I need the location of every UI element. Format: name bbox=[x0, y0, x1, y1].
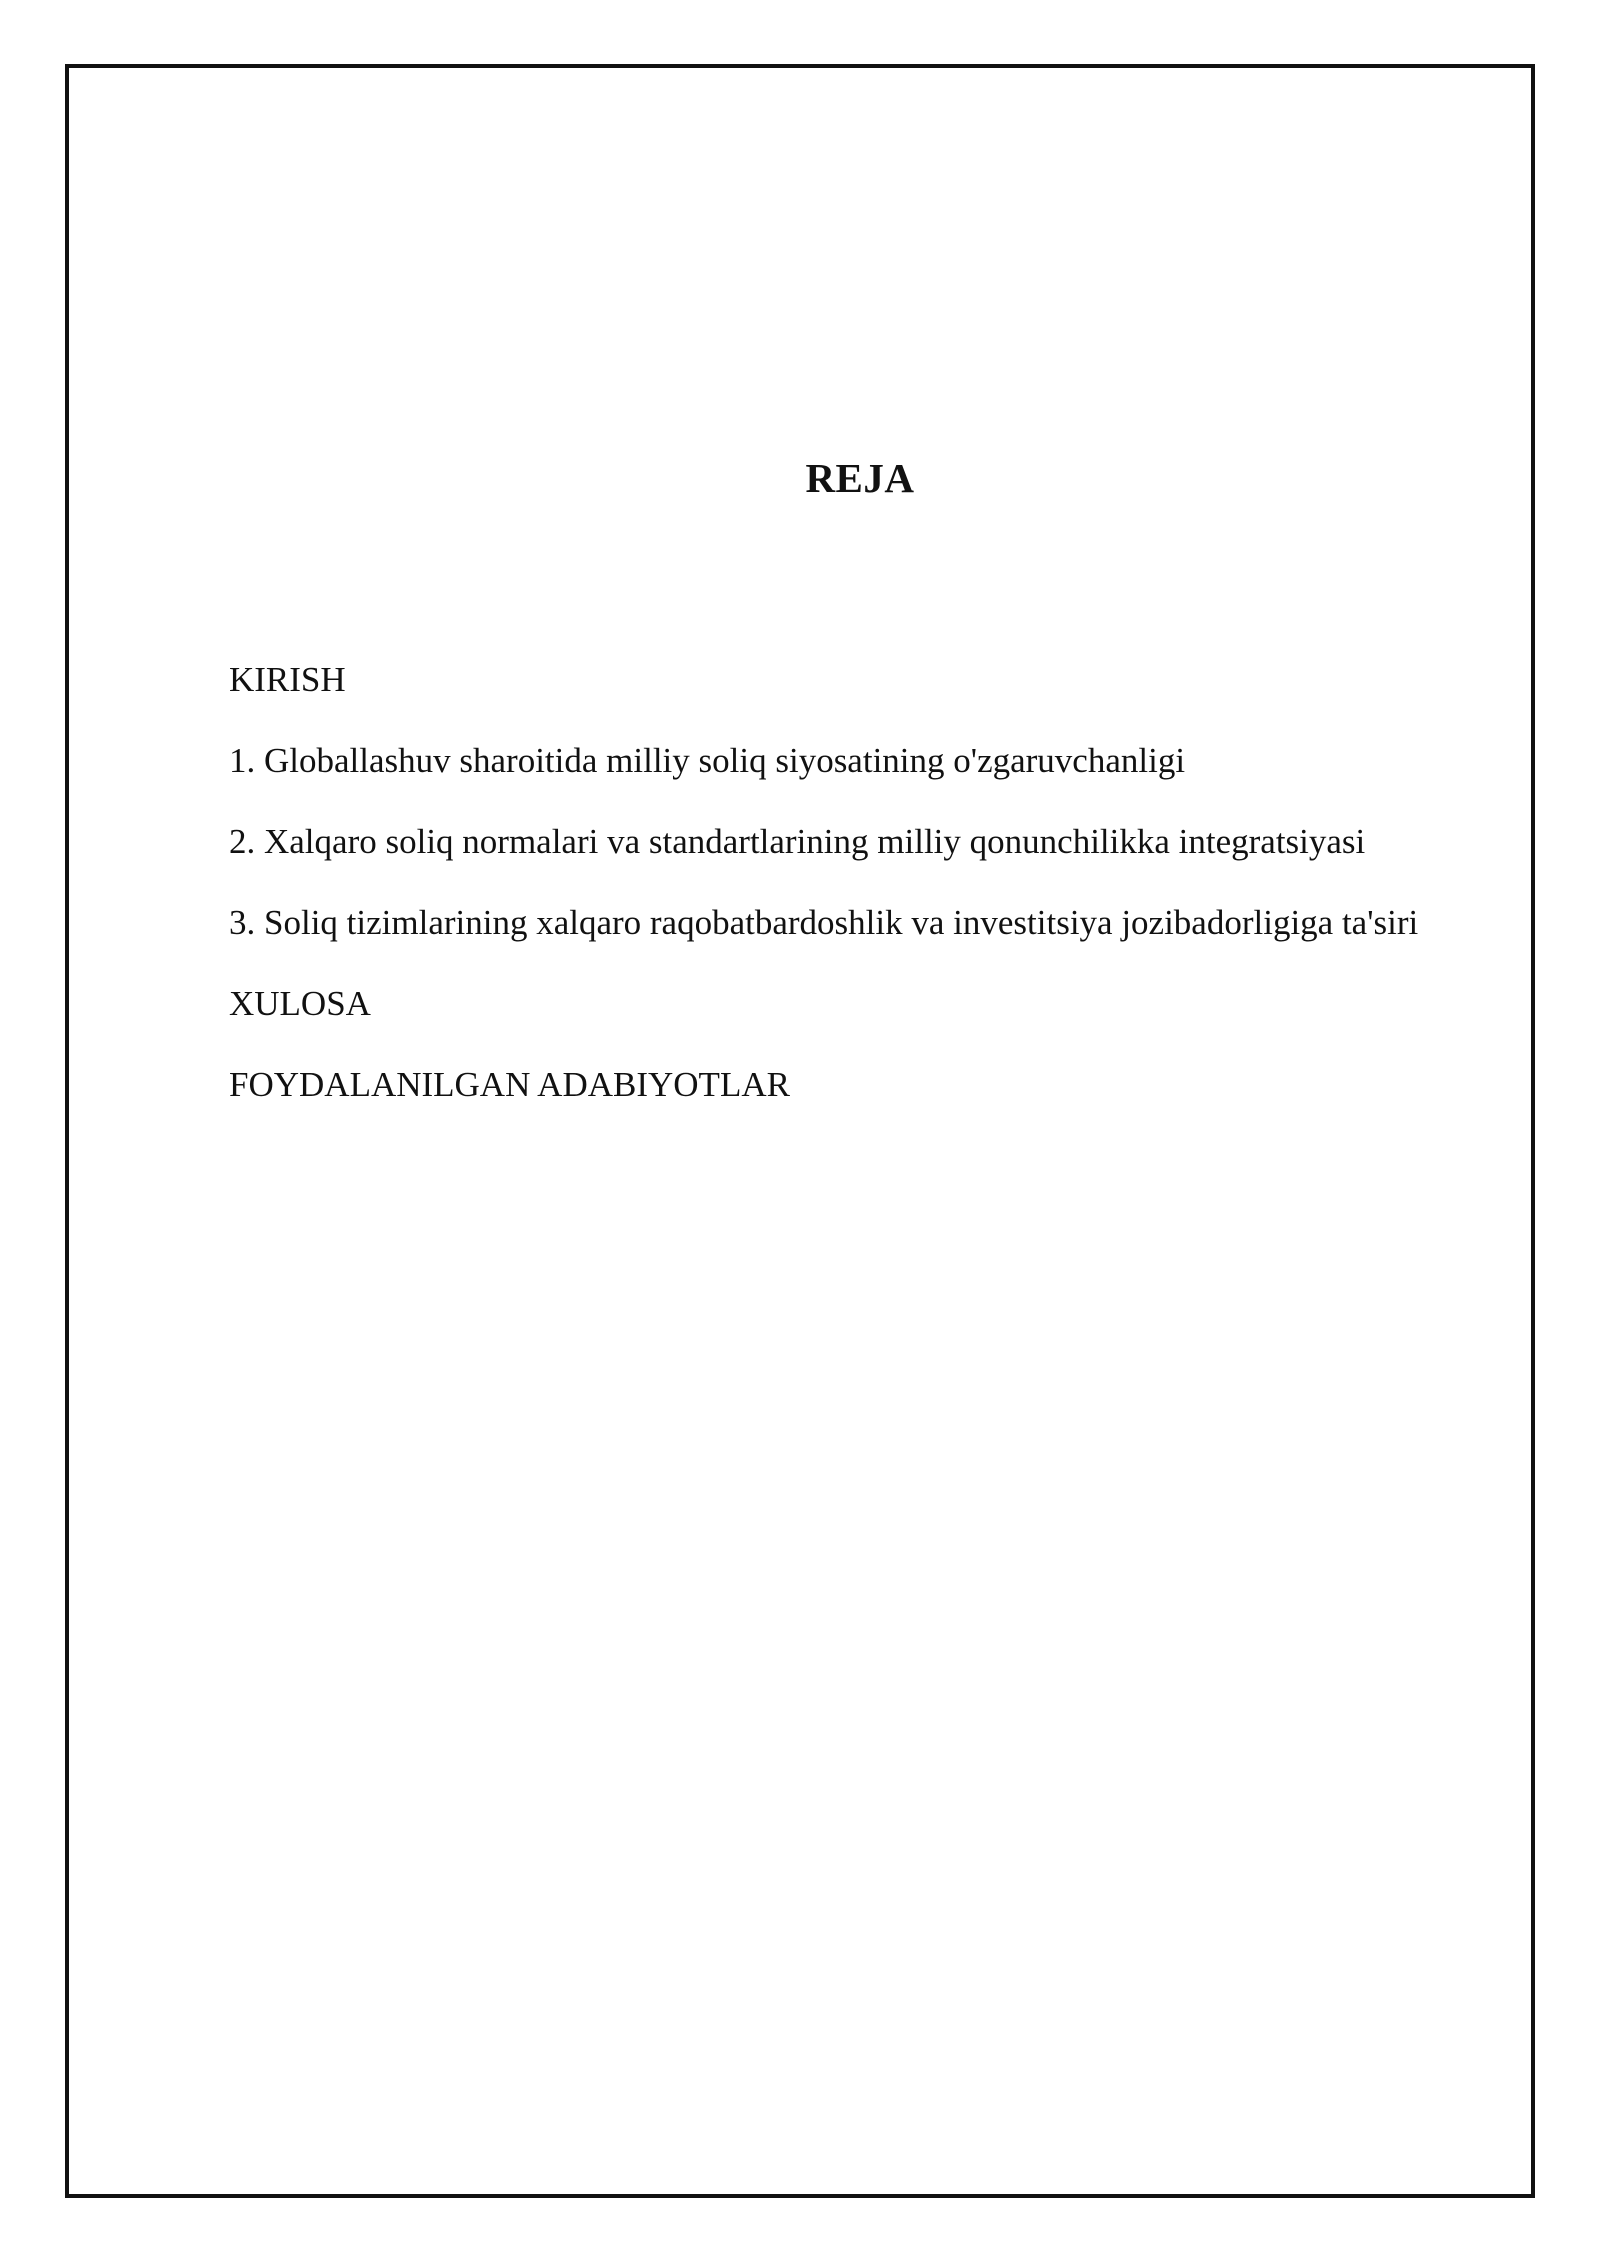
document-title: REJA bbox=[805, 455, 915, 501]
toc-item-section-2: 2. Xalqaro soliq normalari va standartlarining milliy qonunchilikka integratsiyasi bbox=[229, 822, 1366, 861]
toc-item-references: FOYDALANILGAN ADABIYOTLAR bbox=[229, 1065, 790, 1104]
toc-item-section-1: 1. Globallashuv sharoitida milliy soliq siyosatining o'zgaruvchanligi bbox=[229, 741, 1186, 780]
toc-item-introduction: KIRISH bbox=[229, 660, 346, 699]
toc-item-section-3: 3. Soliq tizimlarining xalqaro raqobatbardoshlik va investitsiya jozibadorligiga ta'siri bbox=[229, 903, 1419, 942]
toc-item-conclusion: XULOSA bbox=[229, 984, 371, 1023]
table-of-contents bbox=[229, 647, 1479, 1133]
